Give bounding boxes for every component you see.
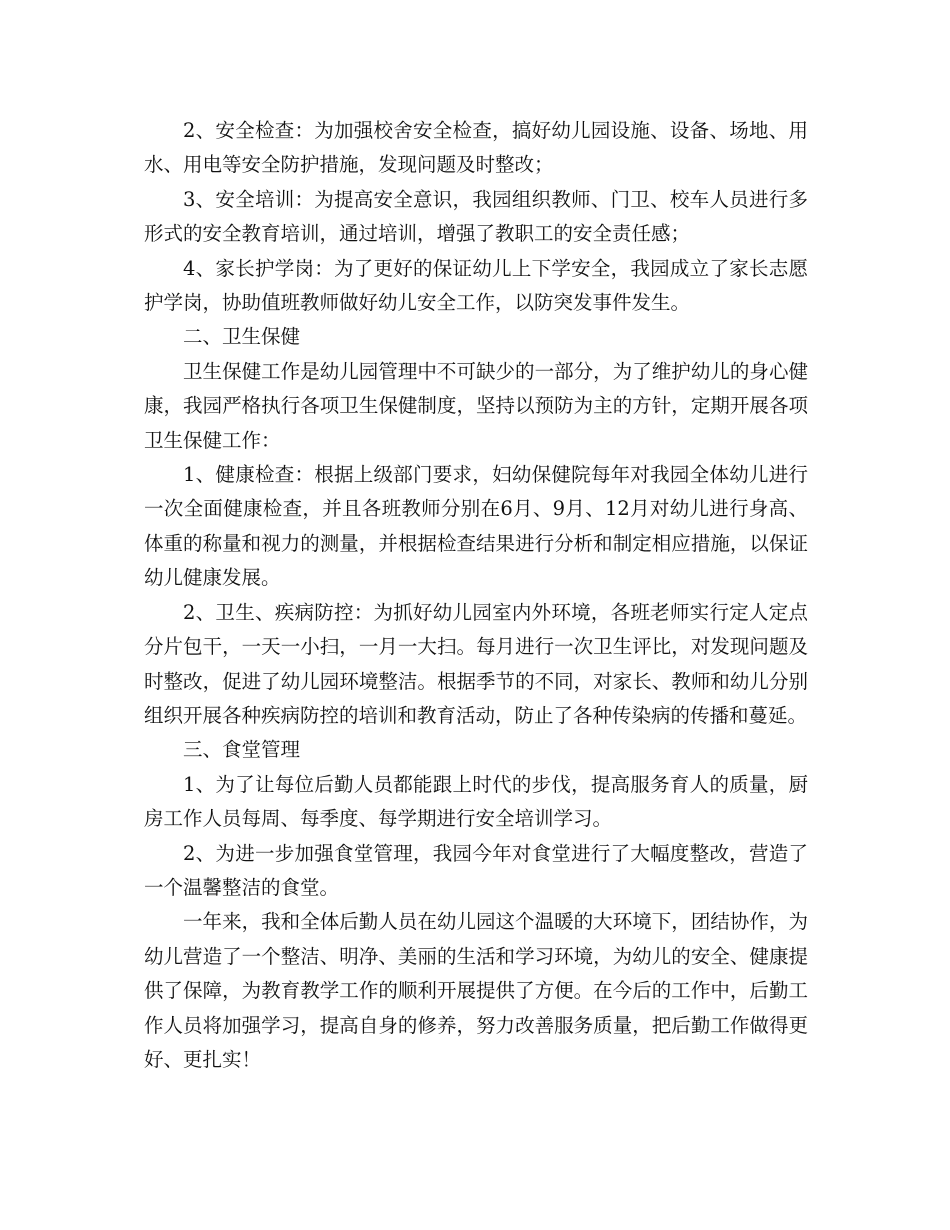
paragraph-health-checkup: 1、健康检查：根据上级部门要求，妇幼保健院每年对我园全体幼儿进行一次全面健康检查，并且各班教师分别在6月、9月、12月对幼儿进行身高、体重的称量和视力的测量，并根据检查结果进行分析和制定相应措施，以保证幼儿健康发展。 (144, 463, 808, 590)
paragraph-health-care-intro: 卫生保健工作是幼儿园管理中不可缺少的一部分，为了维护幼儿的身心健康，我园严格执行各项卫生保健制度，坚持以预防为主的方针，定期开展各项卫生保健工作： (144, 359, 808, 452)
paragraph-canteen-training: 1、为了让每位后勤人员都能跟上时代的步伐，提高服务育人的质量，厨房工作人员每周、每季度、每学期进行安全培训学习。 (144, 772, 808, 831)
paragraph-safety-inspection: 2、安全检查：为加强校舍安全检查，搞好幼儿园设施、设备、场地、用水、用电等安全防护措施，发现问题及时整改； (144, 119, 808, 177)
document-body (144, 114, 808, 1077)
paragraph-canteen-renovation: 2、为进一步加强食堂管理，我园今年对食堂进行了大幅度整改，营造了一个温馨整洁的食堂。 (144, 841, 808, 899)
paragraph-conclusion: 一年来，我和全体后勤人员在幼儿园这个温暖的大环境下，团结协作，为幼儿营造了一个整洁、明净、美丽的生活和学习环境，为幼儿的安全、健康提供了保障，为教育教学工作的顺利开展提供了方便。在今后的工作中，后勤工作人员将加强学习，提高自身的修养，努力改善服务质量，把后勤工作做得更好、更扎实！ (144, 910, 808, 1071)
section-heading-health-care: 二、卫生保健 (183, 325, 301, 349)
paragraph-parent-guard-post: 4、家长护学岗：为了更好的保证幼儿上下学安全，我园成立了家长志愿护学岗，协助值班教师做好幼儿安全工作，以防突发事件发生。 (144, 256, 808, 315)
paragraph-safety-training: 3、安全培训：为提高安全意识，我园组织教师、门卫、校车人员进行多形式的安全教育培训，通过培训，增强了教职工的安全责任感； (144, 187, 808, 246)
section-heading-canteen-management: 三、食堂管理 (183, 738, 301, 762)
paragraph-disease-prevention: 2、卫生、疾病防控：为抓好幼儿园室内外环境，各班老师实行定人定点分片包干，一天一小扫，一月一大扫。每月进行一次卫生评比，对发现问题及时整改，促进了幼儿园环境整洁。根据季节的不同，对家长、教师和幼儿分别组织开展各种疾病防控的培训和教育活动，防止了各种传染病的传播和蔓延。 (144, 600, 808, 727)
